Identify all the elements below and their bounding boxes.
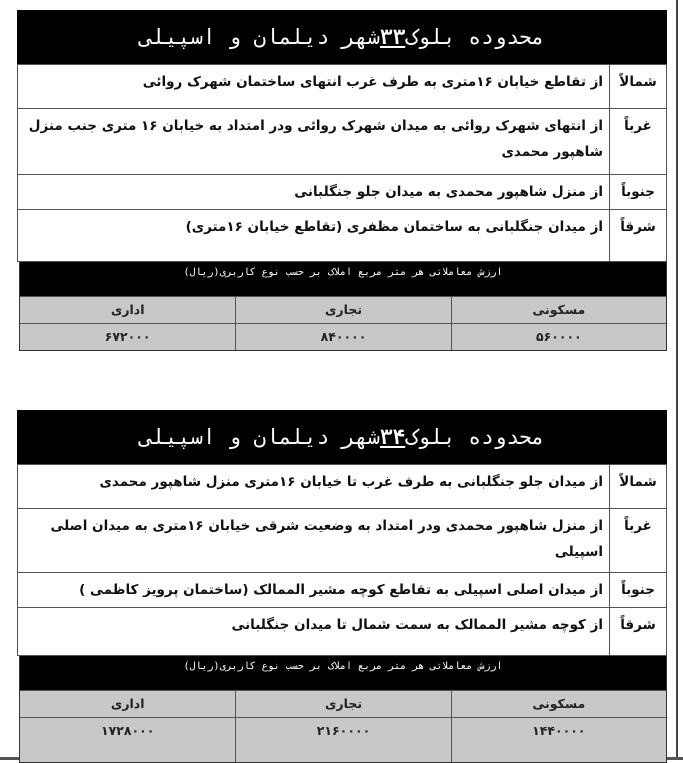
page-edge bbox=[676, 0, 678, 760]
bound-text: از تقاطع خیابان ۱۶متری به طرف غرب انتهای ساختمان شهرک روائی bbox=[18, 65, 610, 109]
bound-label: شمالاً bbox=[610, 65, 667, 109]
values-title: ارزش معاملاتی هر متر مربع املاک بر حسب نوع کاربری(ریال) bbox=[20, 262, 666, 296]
bound-label: شرقاً bbox=[610, 608, 667, 656]
bound-label: غرباً bbox=[610, 509, 667, 573]
bound-label: جنوباً bbox=[610, 175, 667, 210]
value-cell: ۲۱۶۰۰۰۰ bbox=[235, 717, 450, 762]
block-title bbox=[17, 410, 667, 464]
bound-row-west bbox=[18, 509, 667, 573]
value-cell: ۱۷۲۸۰۰۰ bbox=[20, 717, 235, 762]
bound-row-west bbox=[18, 109, 667, 175]
column-header: مسکونی bbox=[451, 296, 666, 323]
bound-label: غرباً bbox=[610, 109, 667, 175]
bound-row-north bbox=[18, 465, 667, 509]
bound-row-north bbox=[18, 65, 667, 109]
block-number: ۳۳ bbox=[379, 25, 406, 49]
bound-label: شرقاً bbox=[610, 210, 667, 262]
value-cell: ۶۷۲۰۰۰ bbox=[20, 323, 235, 350]
values-table bbox=[19, 262, 667, 351]
value-cell: ۱۴۴۰۰۰۰ bbox=[451, 717, 666, 762]
block-number: ۳۴ bbox=[379, 425, 406, 449]
value-cell: ۵۶۰۰۰۰ bbox=[451, 323, 666, 350]
column-header: مسکونی bbox=[451, 690, 666, 717]
title-suffix: شهر دیلمان و اسپیلی bbox=[139, 25, 380, 49]
bounds-table bbox=[17, 464, 667, 656]
bound-row-east bbox=[18, 210, 667, 262]
bound-text: از میدان اصلی اسپیلی به تقاطع کوچه مشیر الممالک (ساختمان پرویز کاظمی ) bbox=[18, 573, 610, 608]
column-header: تجاری bbox=[235, 690, 450, 717]
value-cell: ۸۴۰۰۰۰ bbox=[235, 323, 450, 350]
bound-row-south bbox=[18, 573, 667, 608]
title-prefix: محدوده بلوک bbox=[405, 425, 545, 449]
block-34 bbox=[17, 410, 667, 763]
bound-text: از منزل شاهپور محمدی ودر امتداد به وضعیت شرقی خیابان ۱۶متری به میدان اصلی اسپیلی bbox=[18, 509, 610, 573]
block-title bbox=[17, 10, 667, 64]
values-table bbox=[19, 656, 667, 763]
bound-text: از انتهای شهرک روائی به میدان شهرک روائی ودر امتداد به خیابان ۱۶ متری جنب منزل شاهپور محمدی bbox=[18, 109, 610, 175]
bound-text: از منزل شاهپور محمدی به میدان جلو جنگلبانی bbox=[18, 175, 610, 210]
column-header: اداری bbox=[20, 296, 235, 323]
bound-text: از میدان جنگلبانی به ساختمان مظفری (تقاطع خیابان ۱۶متری) bbox=[18, 210, 610, 262]
values-title: ارزش معاملاتی هر متر مربع املاک بر حسب نوع کاربری(ریال) bbox=[20, 656, 666, 690]
column-header: اداری bbox=[20, 690, 235, 717]
bound-text: از میدان جلو جنگلبانی به طرف غرب تا خیابان ۱۶متری منزل شاهپور محمدی bbox=[18, 465, 610, 509]
bounds-table bbox=[17, 64, 667, 262]
title-suffix: شهر دیلمان و اسپیلی bbox=[139, 425, 380, 449]
bound-text: از کوچه مشیر الممالک به سمت شمال تا میدان جنگلبانی bbox=[18, 608, 610, 656]
bound-label: جنوباً bbox=[610, 573, 667, 608]
block-33 bbox=[17, 10, 667, 351]
title-prefix: محدوده بلوک bbox=[405, 25, 545, 49]
bound-label: شمالاً bbox=[610, 465, 667, 509]
column-header: تجاری bbox=[235, 296, 450, 323]
bound-row-south bbox=[18, 175, 667, 210]
bound-row-east bbox=[18, 608, 667, 656]
